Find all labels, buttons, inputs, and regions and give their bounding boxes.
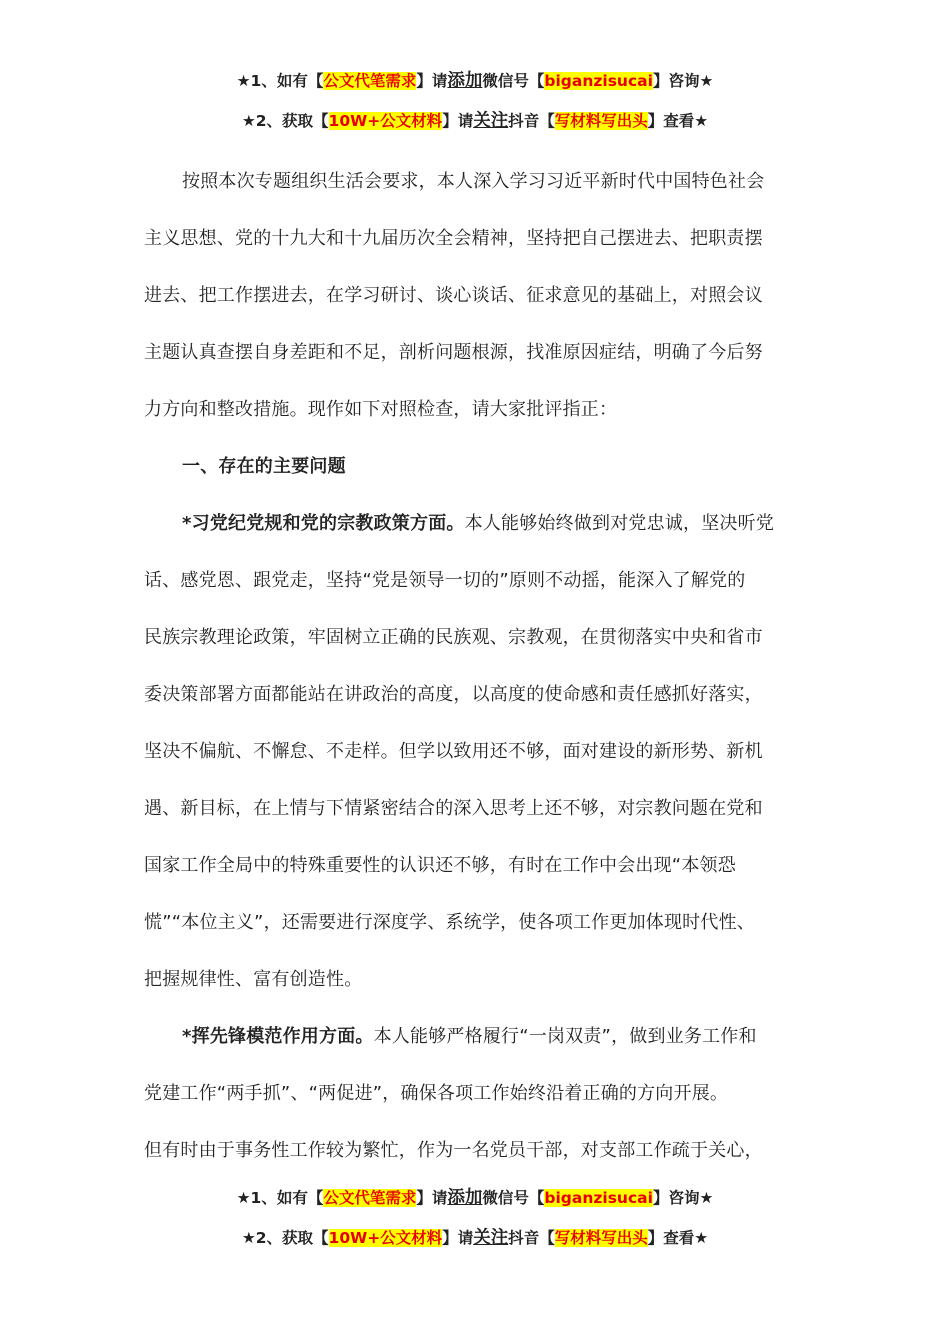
banner-text: 】请 — [442, 1229, 474, 1247]
banner-suffix: 】查看★ — [647, 112, 709, 130]
item1-line: 坚决不偏航、不懈怠、不走样。但学以致用还不够，面对建设的新形势、新机 — [144, 741, 763, 762]
banner-text: 】请 — [442, 112, 474, 130]
item1-line: 国家工作全局中的特殊重要性的认识还不够，有时在工作中会出现“本领恐 — [144, 855, 736, 876]
item2-line: 党建工作“两手抓”、“两促进”，确保各项工作始终沿着正确的方向开展。 — [144, 1083, 729, 1104]
item1-line: 民族宗教理论政策，牢固树立正确的民族观、宗教观，在贯彻落实中央和省市 — [144, 627, 763, 648]
banner-underlined: 关注 — [473, 1228, 509, 1248]
item2-first-rest: 本人能够严格履行“一岗双责”，做到业务工作和 — [373, 1026, 757, 1047]
intro-line: 进去、把工作摆进去，在学习研讨、谈心谈话、征求意见的基础上，对照会议 — [144, 285, 763, 306]
item1-line: 慌”“本位主义”，还需要进行深度学、系统学，使各项工作更加体现时代性、 — [144, 912, 755, 933]
item1-line: 委决策部署方面都能站在讲政治的高度，以高度的使命感和责任感抓好落实， — [144, 684, 763, 705]
item1-first-rest: 本人能够始终做到对党忠诚，坚决听党 — [464, 513, 775, 534]
banner-text: 抖音【 — [508, 112, 555, 130]
item2-first-line — [144, 1008, 812, 1065]
item1-first-line — [144, 495, 812, 552]
banner-highlight: 公文代笔需求 — [323, 1189, 417, 1207]
banner-suffix: 】查看★ — [647, 1229, 709, 1247]
banner-prefix: ★1、如有【 — [236, 72, 324, 90]
banner-bottom-line-2 — [0, 1227, 950, 1249]
banner-highlight: 写材料写出头 — [554, 1229, 648, 1247]
item1-line: 把握规律性、富有创造性。 — [144, 969, 363, 990]
banner-underlined: 关注 — [473, 111, 509, 131]
document-body — [144, 153, 812, 1179]
item1-line: 遇、新目标，在上情与下情紧密结合的深入思考上还不够，对宗教问题在党和 — [144, 798, 763, 819]
banner-suffix: 】咨询★ — [652, 72, 714, 90]
banner-highlight: biganzisucai — [544, 72, 653, 90]
banner-top-line-1 — [0, 70, 950, 92]
banner-suffix: 】咨询★ — [652, 1189, 714, 1207]
banner-underlined: 添加 — [447, 71, 483, 91]
banner-highlight: 10W+公文材料 — [328, 112, 443, 130]
item1-line: 话、感党恩、跟党走，坚持“党是领导一切的”原则不动摇，能深入了解党的 — [144, 570, 746, 591]
banner-prefix: ★2、获取【 — [241, 1229, 329, 1247]
banner-highlight: 10W+公文材料 — [328, 1229, 443, 1247]
item2-bold-title: *挥先锋模范作用方面。 — [182, 1026, 374, 1047]
banner-highlight: 写材料写出头 — [554, 112, 648, 130]
banner-text: 抖音【 — [508, 1229, 555, 1247]
banner-text: 微信号【 — [482, 72, 545, 90]
intro-line: 主题认真查摆自身差距和不足，剖析问题根源，找准原因症结，明确了今后努 — [144, 342, 763, 363]
banner-top-line-2 — [0, 110, 950, 132]
intro-line: 按照本次专题组织生活会要求，本人深入学习习近平新时代中国特色社会 — [182, 171, 765, 192]
banner-highlight: biganzisucai — [544, 1189, 653, 1207]
banner-bottom-line-1 — [0, 1187, 950, 1209]
banner-prefix: ★1、如有【 — [236, 1189, 324, 1207]
banner-text: 】请 — [416, 1189, 448, 1207]
banner-underlined: 添加 — [447, 1188, 483, 1208]
banner-text: 微信号【 — [482, 1189, 545, 1207]
banner-prefix: ★2、获取【 — [241, 112, 329, 130]
section-heading: 一、存在的主要问题 — [182, 456, 346, 477]
banner-text: 】请 — [416, 72, 448, 90]
intro-line: 力方向和整改措施。现作如下对照检查，请大家批评指正： — [144, 399, 618, 420]
intro-line: 主义思想、党的十九大和十九届历次全会精神，坚持把自己摆进去、把职责摆 — [144, 228, 763, 249]
banner-highlight: 公文代笔需求 — [323, 72, 417, 90]
item2-line: 但有时由于事务性工作较为繁忙，作为一名党员干部，对支部工作疏于关心， — [144, 1140, 763, 1161]
item1-bold-title: *习党纪党规和党的宗教政策方面。 — [182, 513, 465, 534]
